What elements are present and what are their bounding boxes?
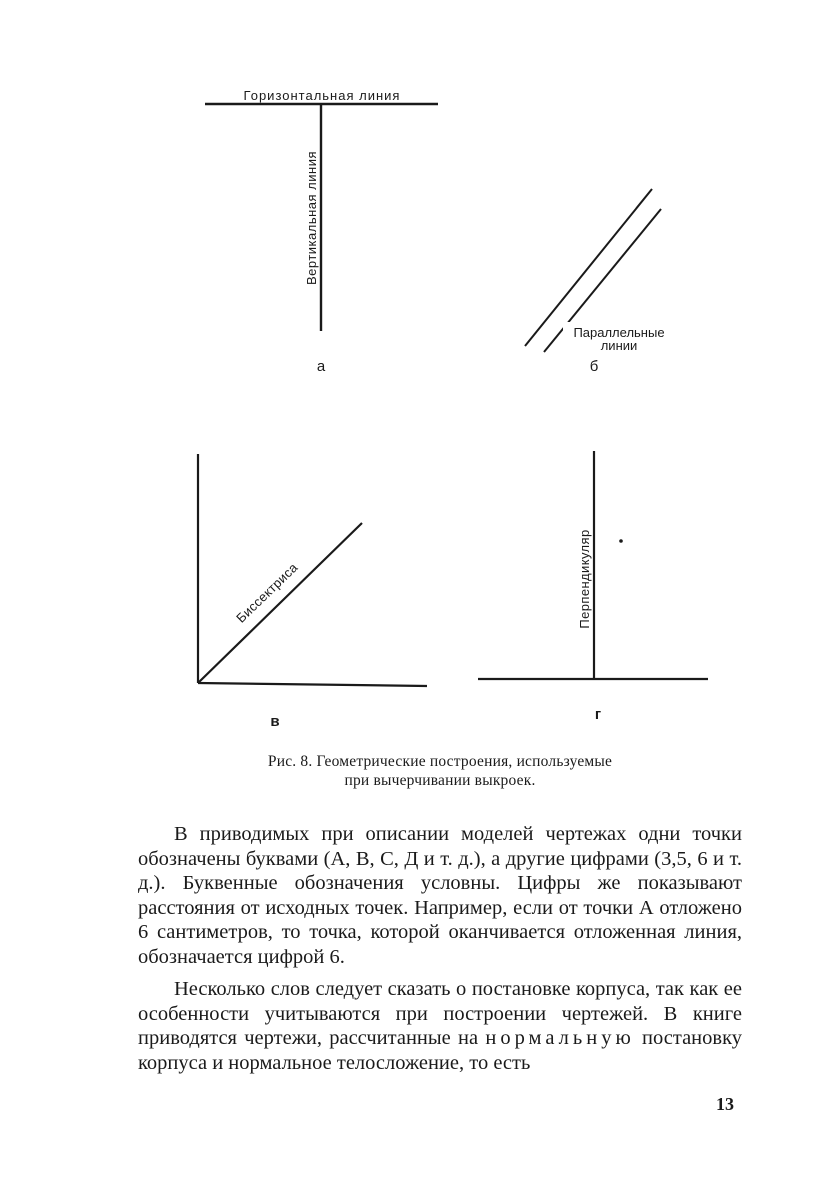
paragraph-2-start: Несколько слов следует сказать о постановке корпуса, так как ее особенности учитываются при построении чертежей. В книге приводятся чертежи, рассчитанные на <box>138 978 742 1049</box>
caption-line-1: Рис. 8. Геометрические построения, используемые <box>267 753 613 770</box>
panel-d-letter: г <box>594 706 602 723</box>
horizontal-line-label: Горизонтальная линия <box>243 88 401 103</box>
caption-line-2: при вычерчивании выкроек. <box>344 772 536 789</box>
panel-c <box>198 454 427 730</box>
parallel-lines-label-line1: Параллельные <box>573 325 665 340</box>
panel-a-letter: а <box>316 358 326 375</box>
body-text <box>138 822 742 1075</box>
paragraph-1: В приводимых при описании моделей чертежах одни точки обозначены буквами (А, В, С, Д и т. д.), а другие цифрами (3,5, 6 и т. д.). Буквенные обозначения условны. Цифры же показывают расстояния от исходных точек. Например, если от точки А отложено 6 сантиметров, то точка, которой оканчивается отложенная линия, обозначается цифрой 6. <box>138 823 742 968</box>
paragraph-2-spaced-word: нормальную <box>485 1027 635 1049</box>
print-speck <box>619 539 623 543</box>
figure-caption <box>180 752 700 790</box>
bisector-label: Биссектриса <box>233 559 301 626</box>
paragraph-2 <box>138 977 742 1075</box>
panel-d <box>478 451 708 723</box>
bisector-line <box>198 523 362 683</box>
perpendicular-label: Перпендикуляр <box>577 529 592 629</box>
panel-c-letter: в <box>270 713 280 730</box>
parallel-lines-label-line2: линии <box>600 338 638 353</box>
angle-horizontal-side <box>198 683 427 686</box>
panel-b-letter: б <box>589 358 599 375</box>
panel-b <box>525 189 673 375</box>
panel-a <box>205 88 438 375</box>
paragraph-2-end: постановку корпуса и нормальное телосложение, то есть <box>138 1027 742 1074</box>
page-number: 13 <box>716 1094 734 1114</box>
vertical-line-label: Вертикальная линия <box>304 150 319 286</box>
